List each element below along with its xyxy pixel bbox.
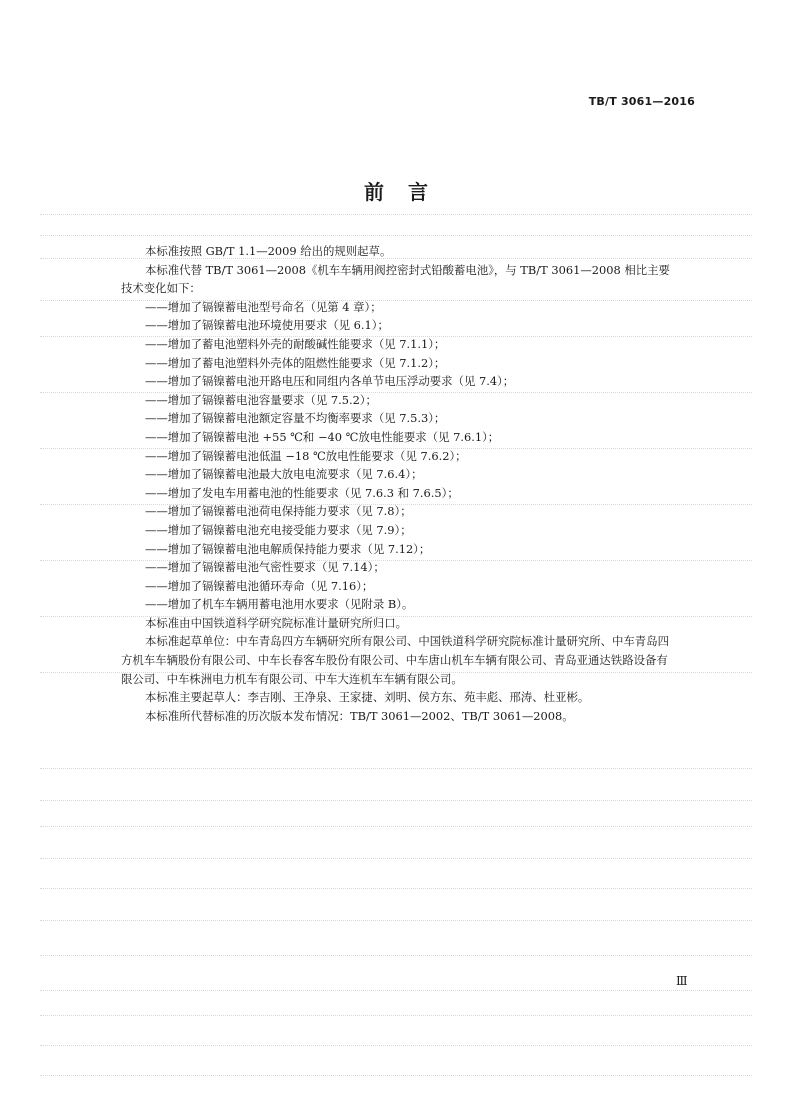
list-item: ——增加了镉镍蓄电池循环寿命（见 7.16）； — [145, 578, 374, 593]
list-item: ——增加了发电车用蓄电池的性能要求（见 7.6.3 和 7.6.5）； — [145, 485, 459, 500]
list-item: ——增加了镉镍蓄电池型号命名（见第 4 章）； — [145, 299, 382, 314]
list-item: ——增加了蓄电池塑料外壳的耐酸碱性能要求（见 7.1.1）； — [145, 336, 446, 351]
list-item: ——增加了镉镍蓄电池电解质保持能力要求（见 7.12）； — [145, 541, 431, 556]
changes-list — [121, 298, 676, 614]
list-item: ——增加了蓄电池塑料外壳体的阻燃性能要求（见 7.1.2）； — [145, 355, 446, 370]
list-item: ——增加了镉镍蓄电池荷电保持能力要求（见 7.8）； — [145, 504, 412, 519]
list-item: ——增加了镉镍蓄电池低温 −18 ℃放电性能要求（见 7.6.2）； — [145, 448, 467, 463]
list-item: ——增加了镉镍蓄电池气密性要求（见 7.14）； — [145, 560, 385, 575]
list-item: ——增加了镉镍蓄电池充电接受能力要求（见 7.9）； — [145, 522, 412, 537]
page-number: Ⅲ — [676, 974, 688, 988]
document-body — [121, 242, 676, 725]
list-item: ——增加了镉镍蓄电池 +55 ℃和 −40 ℃放电性能要求（见 7.6.1）； — [145, 429, 500, 444]
list-item: ——增加了镉镍蓄电池最大放电电流要求（见 7.6.4）； — [145, 467, 423, 482]
list-item: ——增加了机车车辆用蓄电池用水要求（见附录 B）。 — [145, 597, 414, 612]
drafters-paragraph: 本标准主要起草人：李吉刚、王净泉、王家捷、刘明、侯方东、苑丰彪、邢涛、杜亚彬。 — [145, 690, 590, 705]
version-history-paragraph: 本标准所代替标准的历次版本发布情况：TB/T 3061—2002、TB/T 3061—2008。 — [145, 708, 574, 723]
list-item: ——增加了镉镍蓄电池开路电压和同组内各单节电压浮动要求（见 7.4）； — [145, 374, 515, 389]
jurisdiction-paragraph: 本标准由中国铁道科学研究院标准计量研究所归口。 — [145, 615, 407, 630]
list-item: ——增加了镉镍蓄电池环境使用要求（见 6.1）； — [145, 318, 389, 333]
drafting-rule-paragraph: 本标准按照 GB/T 1.1—2009 给出的规则起草。 — [145, 244, 392, 258]
replacement-paragraph: 本标准代替 TB/T 3061—2008《机车车辆用阀控密封式铅酸蓄电池》，与 TB/T 3061—2008 相比主要技术变化如下： — [121, 262, 670, 296]
list-item: ——增加了镉镍蓄电池容量要求（见 7.5.2）； — [145, 392, 377, 407]
drafting-units-paragraph: 本标准起草单位：中车青岛四方车辆研究所有限公司、中国铁道科学研究院标准计量研究所、中车青岛四方机车车辆股份有限公司、中车长春客车股份有限公司、中车唐山机车车辆有限公司、青岛亚通达铁路设备有限公司、中车株洲电力机车有限公司、中车大连机车车辆有限公司。 — [121, 634, 669, 686]
page-title: 前言 — [364, 180, 452, 204]
standard-code: TB/T 3061—2016 — [588, 95, 695, 108]
list-item: ——增加了镉镍蓄电池额定容量不均衡率要求（见 7.5.3）； — [145, 411, 446, 426]
